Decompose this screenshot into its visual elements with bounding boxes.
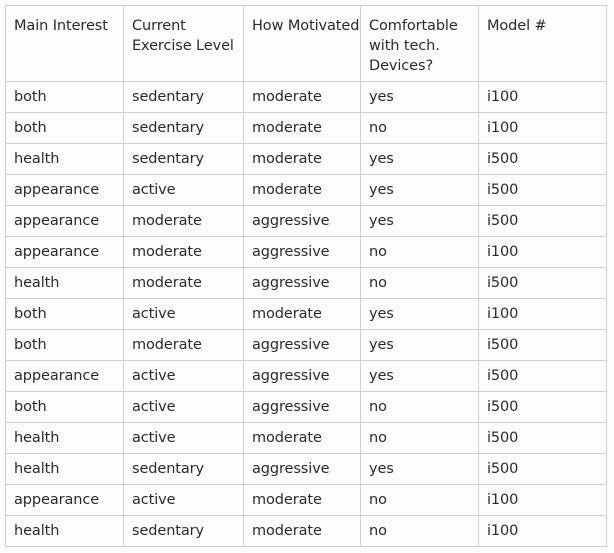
header-main-interest — [6, 6, 124, 82]
header-row — [6, 6, 607, 82]
tech-comfort-cell: no — [361, 113, 479, 144]
main-interest-cell: appearance — [6, 485, 124, 516]
tech-comfort-cell: no — [361, 237, 479, 268]
table-row — [6, 206, 607, 237]
header-text: Model # — [487, 18, 547, 34]
exercise-level-cell: active — [124, 423, 244, 454]
table-row — [6, 144, 607, 175]
exercise-level-cell: active — [124, 485, 244, 516]
main-interest-cell: health — [6, 268, 124, 299]
tech-comfort-cell: yes — [361, 361, 479, 392]
main-interest-cell: appearance — [6, 237, 124, 268]
model-number-cell: i100 — [479, 299, 607, 330]
exercise-level-cell: active — [124, 299, 244, 330]
main-interest-cell: both — [6, 299, 124, 330]
motivation-cell: moderate — [244, 423, 361, 454]
main-interest-cell: both — [6, 113, 124, 144]
exercise-level-cell: sedentary — [124, 454, 244, 485]
motivation-cell: moderate — [244, 485, 361, 516]
exercise-level-cell: sedentary — [124, 82, 244, 113]
table-row — [6, 237, 607, 268]
main-interest-cell: both — [6, 392, 124, 423]
model-number-cell: i500 — [479, 268, 607, 299]
model-number-cell: i500 — [479, 330, 607, 361]
exercise-level-cell: active — [124, 361, 244, 392]
motivation-cell: moderate — [244, 175, 361, 206]
tech-comfort-cell: yes — [361, 144, 479, 175]
exercise-level-cell: moderate — [124, 206, 244, 237]
exercise-level-cell: active — [124, 392, 244, 423]
model-number-cell: i100 — [479, 516, 607, 547]
model-number-cell: i500 — [479, 361, 607, 392]
table-body — [6, 82, 607, 547]
product-model-table — [5, 5, 607, 547]
motivation-cell: aggressive — [244, 268, 361, 299]
main-interest-cell: health — [6, 144, 124, 175]
motivation-cell: aggressive — [244, 361, 361, 392]
header-text: How Motivated — [252, 18, 360, 34]
model-number-cell: i100 — [479, 113, 607, 144]
main-interest-cell: health — [6, 454, 124, 485]
header-text: Main Interest — [14, 18, 108, 34]
exercise-level-cell: moderate — [124, 237, 244, 268]
exercise-level-cell: moderate — [124, 268, 244, 299]
model-number-cell: i500 — [479, 175, 607, 206]
model-number-cell: i100 — [479, 485, 607, 516]
table-row — [6, 299, 607, 330]
header-text: Current — [132, 18, 186, 34]
motivation-cell: moderate — [244, 82, 361, 113]
tech-comfort-cell: yes — [361, 299, 479, 330]
model-number-cell: i100 — [479, 237, 607, 268]
exercise-level-cell: active — [124, 175, 244, 206]
tech-comfort-cell: yes — [361, 82, 479, 113]
model-number-cell: i500 — [479, 206, 607, 237]
table-row — [6, 516, 607, 547]
motivation-cell: moderate — [244, 113, 361, 144]
motivation-cell: aggressive — [244, 237, 361, 268]
table-row — [6, 454, 607, 485]
exercise-level-cell: sedentary — [124, 144, 244, 175]
tech-comfort-cell: no — [361, 516, 479, 547]
main-interest-cell: both — [6, 330, 124, 361]
main-interest-cell: appearance — [6, 175, 124, 206]
header-comfortable-with-tech — [361, 6, 479, 82]
table-row — [6, 361, 607, 392]
table-row — [6, 330, 607, 361]
main-interest-cell: both — [6, 82, 124, 113]
exercise-level-cell: moderate — [124, 330, 244, 361]
header-text: Devices? — [369, 58, 434, 74]
tech-comfort-cell: no — [361, 392, 479, 423]
header-how-motivated — [244, 6, 361, 82]
tech-comfort-cell: yes — [361, 454, 479, 485]
header-current-exercise-level — [124, 6, 244, 82]
tech-comfort-cell: no — [361, 485, 479, 516]
tech-comfort-cell: no — [361, 268, 479, 299]
header-text: Comfortable — [369, 18, 458, 34]
table-row — [6, 485, 607, 516]
main-interest-cell: appearance — [6, 206, 124, 237]
model-number-cell: i500 — [479, 454, 607, 485]
motivation-cell: moderate — [244, 516, 361, 547]
table-row — [6, 423, 607, 454]
model-number-cell: i500 — [479, 144, 607, 175]
table-row — [6, 175, 607, 206]
main-interest-cell: health — [6, 423, 124, 454]
header-text: Exercise Level — [132, 38, 234, 54]
main-interest-cell: appearance — [6, 361, 124, 392]
motivation-cell: moderate — [244, 144, 361, 175]
motivation-cell: aggressive — [244, 392, 361, 423]
exercise-level-cell: sedentary — [124, 516, 244, 547]
table-row — [6, 113, 607, 144]
main-interest-cell: health — [6, 516, 124, 547]
tech-comfort-cell: yes — [361, 206, 479, 237]
tech-comfort-cell: yes — [361, 175, 479, 206]
motivation-cell: aggressive — [244, 206, 361, 237]
header-model-number — [479, 6, 607, 82]
motivation-cell: moderate — [244, 299, 361, 330]
model-number-cell: i500 — [479, 392, 607, 423]
tech-comfort-cell: no — [361, 423, 479, 454]
exercise-level-cell: sedentary — [124, 113, 244, 144]
model-number-cell: i500 — [479, 423, 607, 454]
table-row — [6, 82, 607, 113]
motivation-cell: aggressive — [244, 454, 361, 485]
table-row — [6, 268, 607, 299]
header-text: with tech. — [369, 38, 440, 54]
table-row — [6, 392, 607, 423]
tech-comfort-cell: yes — [361, 330, 479, 361]
motivation-cell: aggressive — [244, 330, 361, 361]
model-number-cell: i100 — [479, 82, 607, 113]
